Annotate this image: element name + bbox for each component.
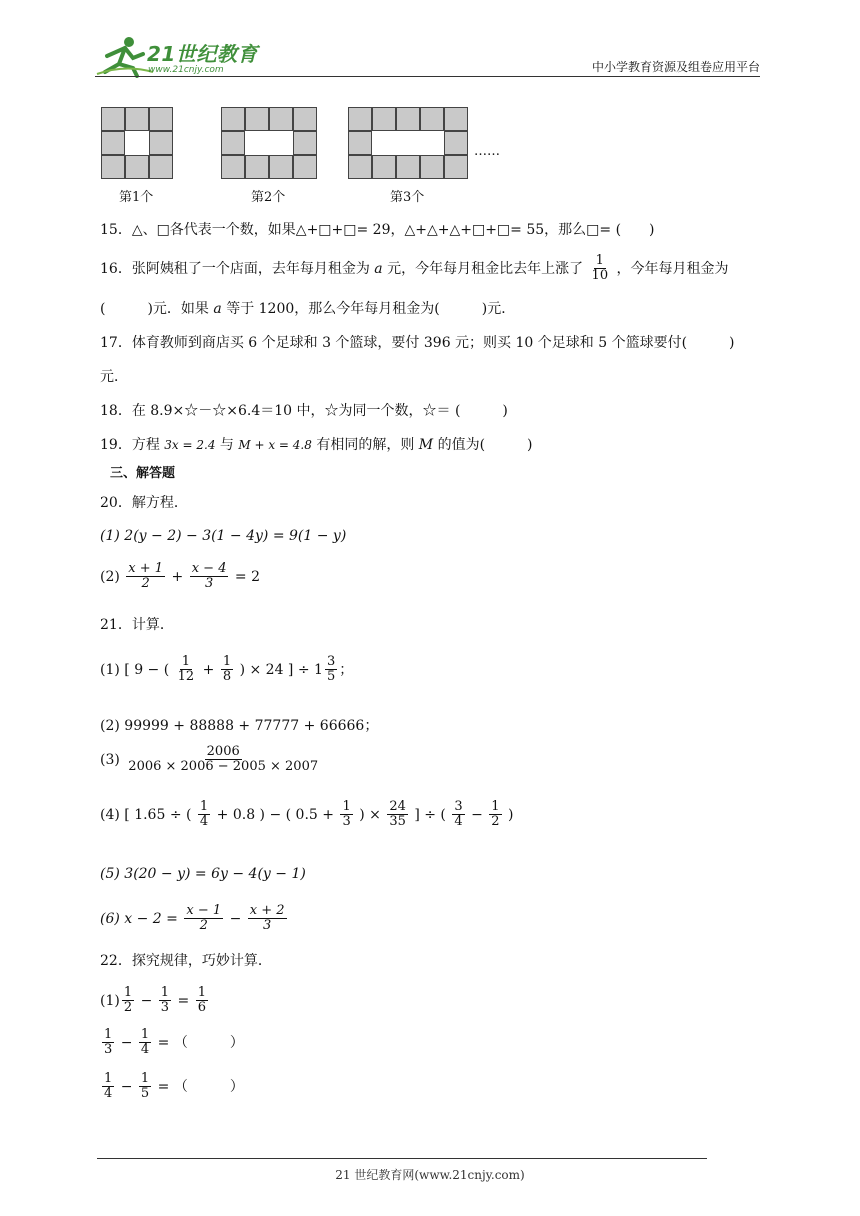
figure-ellipsis: …… xyxy=(474,144,500,159)
figure-caption-1: 第1个 xyxy=(119,190,154,205)
section-3-heading: 三、解答题 xyxy=(110,466,176,481)
question-21-part-5: (5) 3(20 − y) = 6y − 4(y − 1) xyxy=(100,866,306,882)
figure-caption-2: 第2个 xyxy=(251,190,286,205)
question-22-row-2: $\frac{1}{3}$ − $\frac{1}{4}$ = （ ） xyxy=(104,1027,244,1058)
answer-blank: （ ） xyxy=(173,1034,244,1051)
question-20-title: 20．解方程． xyxy=(100,495,188,511)
header-platform-title: 中小学教育资源及组卷应用平台 xyxy=(591,60,760,74)
question-20-part-2: (2) $\frac{x + 1}{2}$ + $\frac{x - 4}{3}$ = 2 xyxy=(100,561,261,592)
logo-url: www.21cnjy.com xyxy=(148,65,224,75)
question-22-title: 22．探究规律，巧妙计算． xyxy=(100,953,272,969)
question-17-line-2: 元． xyxy=(100,369,128,385)
header-divider xyxy=(95,76,760,77)
footer-divider xyxy=(97,1158,707,1159)
figure-caption-3: 第3个 xyxy=(390,190,425,205)
question-20-part-1: (1) 2(y − 2) − 3(1 − 4y) = 9(1 − y) xyxy=(100,528,347,544)
footer-text: 21 世纪教育网(www.21cnjy.com) xyxy=(335,1168,525,1182)
question-22-row-1: (1) $\frac{1}{2}$ − $\frac{1}{3}$ = $\frac{1}{6}$ xyxy=(100,985,206,1016)
question-21-part-6: (6) x − 2 = $\frac{x - 1}{2}$ − $\frac{x + 2}{3}$ xyxy=(100,903,285,934)
question-19: 19．方程 3x = 2.4 与 M + x = 4.8 有相同的解，则 M 的值为( ) xyxy=(100,437,533,453)
runner-logo-icon xyxy=(95,34,155,78)
figure-3 xyxy=(348,107,468,179)
logo-text: 21世纪教育 xyxy=(147,42,258,66)
variable-a: a xyxy=(374,260,383,277)
question-21-part-3: (3) $\frac{2006}{2006 \times 2006 - 2005 \times 2007}$ xyxy=(100,744,319,775)
question-18: 18．在 8.9×☆－☆×6.4＝10 中，☆为同一个数，☆＝ ( ) xyxy=(100,403,508,419)
question-21-part-1: (1) [ 9 − ( $\frac{1}{12}$ + $\frac{1}{8}$ ) × 24 ] ÷ 1 $\frac{3}{5}$ ； xyxy=(100,654,354,685)
figure-2 xyxy=(221,107,317,179)
question-21-part-2: (2) 99999 + 88888 + 77777 + 66666； xyxy=(100,718,379,734)
question-21-title: 21．计算． xyxy=(100,617,174,633)
fraction-one-tenth: $\frac{1}{10}$ xyxy=(591,253,609,284)
question-22-row-3: $\frac{1}{4}$ − $\frac{1}{5}$ = （ ） xyxy=(104,1071,244,1102)
question-21-part-4: (4) [ 1.65 ÷ ( $\frac{1}{4}$ + 0.8 ) − ( 0.5 + $\frac{1}{3}$ ) × $\frac{24}{35}$ ] ÷ ( $\frac{3}{4}$ − $\frac{1}{2}$ ) xyxy=(100,799,514,830)
question-15: 15．△、□各代表一个数，如果△+□+□= 29，△+△+△+□+□= 55，那么□= ( ) xyxy=(100,222,655,238)
question-16-line-1: 16．张阿姨租了一个店面，去年每月租金为 a 元，今年每月租金比去年上涨了 $\frac{1}{10}$ ，今年每月租金为 xyxy=(100,253,729,284)
question-17-line-1: 17．体育教师到商店买 6 个足球和 3 个篮球，要付 396 元；则买 10 个足球和 5 个篮球要付( ) xyxy=(100,335,735,351)
figure-1 xyxy=(101,107,173,179)
answer-blank: （ ） xyxy=(173,1078,244,1095)
question-16-line-2: ( )元．如果 a 等于 1200，那么今年每月租金为( )元． xyxy=(100,301,516,317)
